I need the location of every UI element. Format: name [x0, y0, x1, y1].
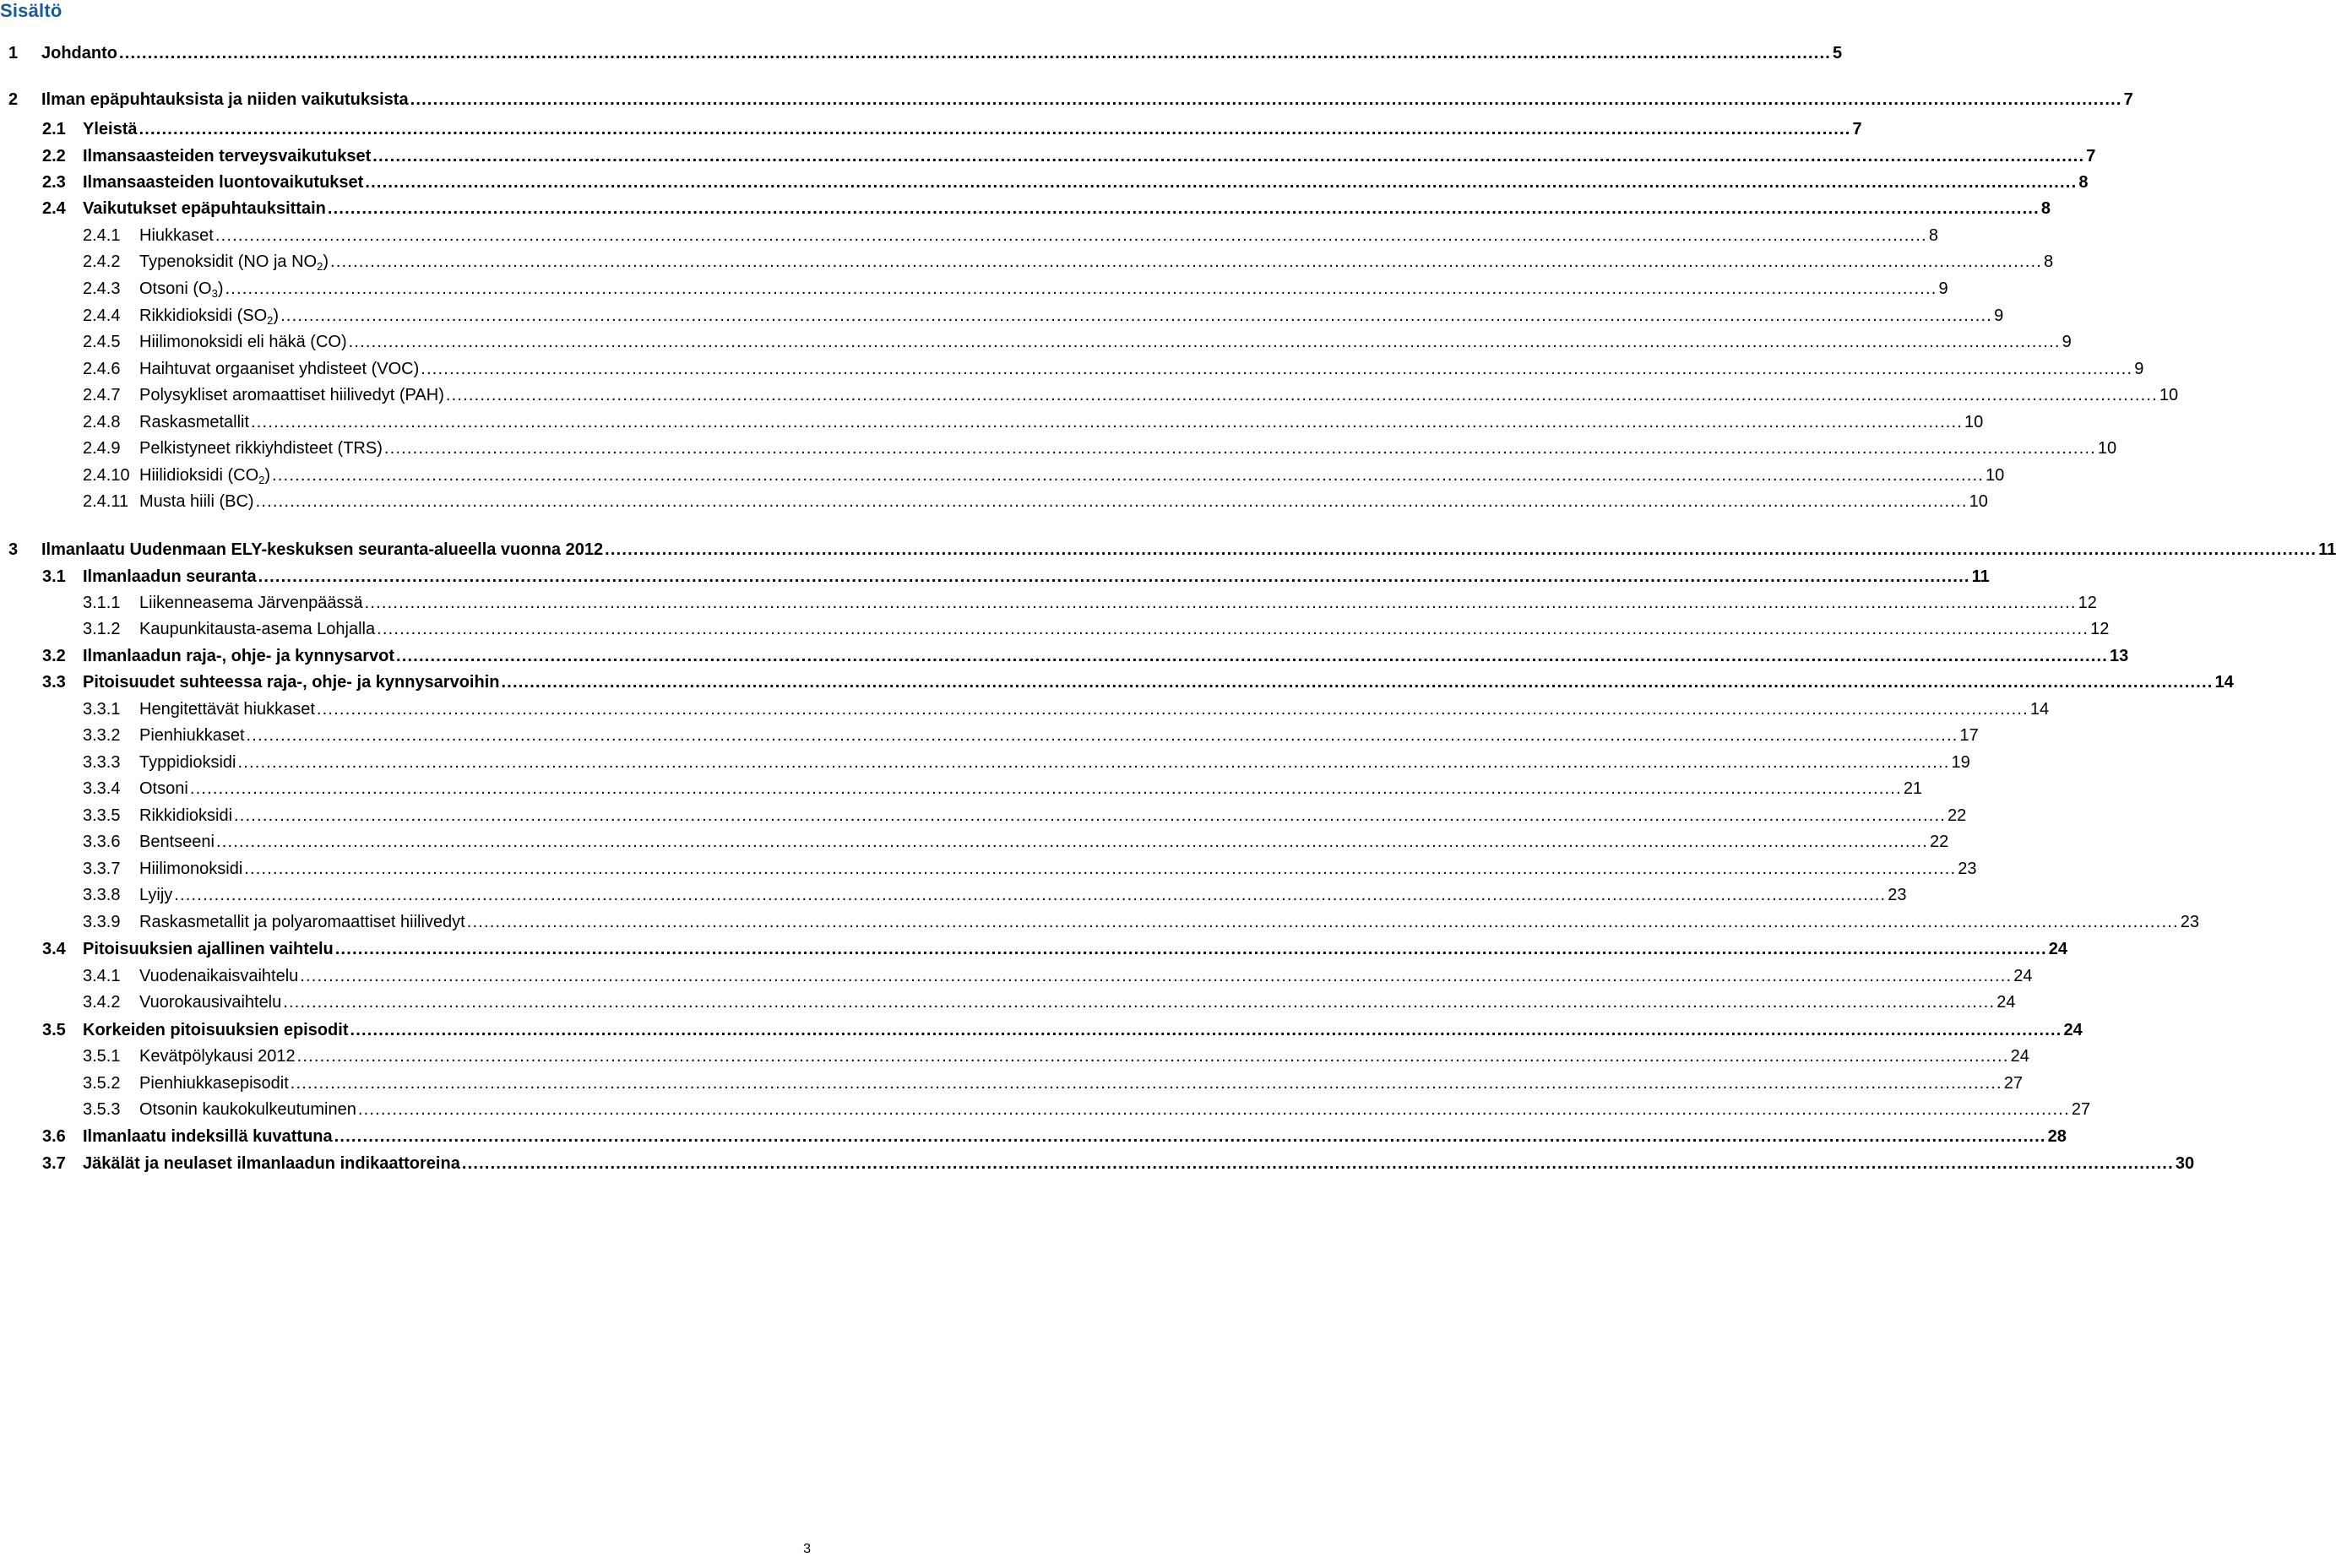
subscript: 2: [258, 474, 265, 486]
toc-entry-title: Yleistä: [83, 120, 138, 138]
dot-leader: ............................................................................................................................................................................................................................................................................................................: [296, 1047, 2009, 1066]
toc-entry-page: 13: [2110, 647, 2129, 665]
toc-entry-title: Ilmansaasteiden luontovaikutukset: [83, 173, 364, 192]
toc-entry-title: Kaupunkitausta-asema Lohjalla: [139, 620, 376, 638]
toc-entry[interactable]: [83, 880, 1907, 910]
toc-entry-number: 3.6: [42, 1127, 66, 1146]
toc-entry-number: 3.4.1: [83, 967, 121, 985]
toc-entry-page: 7: [2123, 90, 2133, 109]
toc-entry-number: 3.7: [42, 1154, 66, 1173]
toc-entry-page: 9: [2134, 360, 2144, 378]
dot-leader: ............................................................................................................................................................................................................................................................................................................: [215, 833, 1928, 851]
toc-entry-page: 9: [1938, 279, 1948, 298]
toc-entry-title: Pitoisuudet suhteessa raja-, ohje- ja kynnysarvoihin: [83, 673, 500, 692]
toc-entry-page: 22: [1948, 806, 1967, 825]
toc-entry-number: 3: [8, 540, 19, 559]
toc-entry[interactable]: [83, 987, 2016, 1017]
toc-entry-number: 2.4.7: [83, 386, 121, 404]
subscript: 2: [317, 260, 323, 273]
toc-entry-number: 3.4.2: [83, 993, 121, 1012]
toc-entry-page: 8: [1928, 226, 1938, 245]
toc-entry-title: Raskasmetallit: [139, 413, 250, 431]
toc-entry[interactable]: [83, 1041, 2029, 1072]
toc-entry[interactable]: [83, 274, 1948, 304]
toc-entry-title: Rikkidioksidi $(SO_2)$: [139, 307, 280, 327]
toc-entry[interactable]: [8, 534, 2336, 565]
toc-entry-number: 3.3: [42, 673, 66, 692]
toc-entry-page: 8: [2043, 252, 2054, 271]
toc-entry[interactable]: [42, 1148, 2195, 1179]
toc-entry-title: Musta hiili (BC): [139, 492, 254, 511]
toc-entry-number: 3.3.4: [83, 779, 121, 798]
toc-entry-title: Vuorokausivaihtelu: [139, 993, 282, 1012]
dot-leader: ............................................................................................................................................................................................................................................................................................................: [246, 726, 1958, 745]
toc-entry-title: Vuodenaikaisvaihtelu: [139, 967, 299, 985]
dot-leader: ............................................................................................................................................................................................................................................................................................................: [334, 1127, 2046, 1146]
toc-entry-number: 3.2: [42, 647, 66, 665]
toc-entry-number: 2.4.2: [83, 252, 121, 271]
dot-leader: ............................................................................................................................................................................................................................................................................................................: [334, 940, 2047, 958]
toc-entry-title: Pienhiukkasepisodit: [139, 1074, 289, 1093]
toc-entry-title: Hiilidioksidi $(CO_2)$: [139, 466, 271, 486]
dot-leader: ............................................................................................................................................................................................................................................................................................................: [258, 567, 1970, 586]
toc-entry-page: 14: [2214, 673, 2234, 692]
dot-leader: ............................................................................................................................................................................................................................................................................................................: [119, 44, 1831, 62]
toc-entry-title: Bentseeni: [139, 833, 215, 851]
dot-leader: ............................................................................................................................................................................................................................................................................................................: [350, 1021, 2062, 1039]
toc-entry-title: Hiukkaset: [139, 226, 214, 245]
dot-leader: ............................................................................................................................................................................................................................................................................................................: [372, 147, 2085, 165]
toc-entry-number: 3.3.5: [83, 806, 121, 825]
toc-entry-number: 2: [8, 90, 19, 109]
toc-entry-title: Rikkidioksidi: [139, 806, 233, 825]
toc-entry-title: Hiilimonoksidi: [139, 860, 243, 878]
toc-entry-number: 2.4: [42, 199, 66, 218]
toc-entry-title: Kevätpölykausi 2012: [139, 1047, 296, 1066]
toc-entry-title: Otsoni $(O_3)$: [139, 279, 224, 300]
toc-entry-page: 30: [2175, 1154, 2195, 1173]
dot-leader: ............................................................................................................................................................................................................................................................................................................: [421, 360, 2133, 378]
toc-entry-number: 2.4.5: [83, 333, 121, 351]
toc-entry-title: Pitoisuuksien ajallinen vaihtelu: [83, 940, 334, 958]
dot-leader: ............................................................................................................................................................................................................................................................................................................: [215, 226, 1927, 245]
toc-entry-page: 10: [1986, 466, 2005, 485]
toc-entry-title: Raskasmetallit ja polyaromaattiset hiilivedyt: [139, 913, 465, 931]
toc-entry-page: 10: [2097, 439, 2117, 458]
toc-entry-title: Otsonin kaukokulkeutuminen: [139, 1100, 356, 1119]
toc-entry-page: 24: [1996, 993, 2016, 1012]
dot-leader: ............................................................................................................................................................................................................................................................................................................: [364, 594, 2077, 612]
dot-leader: ............................................................................................................................................................................................................................................................................................................: [237, 753, 1950, 772]
toc-entry[interactable]: [83, 827, 1949, 857]
toc-entry-number: 2.4.4: [83, 307, 121, 325]
toc-entry-number: 3.1.2: [83, 620, 121, 638]
toc-entry-page: 10: [1969, 492, 1988, 511]
toc-entry-number: 2.4.1: [83, 226, 121, 245]
toc-entry[interactable]: [83, 1094, 2091, 1125]
toc-entry-page: 27: [2071, 1100, 2091, 1119]
toc-entry-title: Ilmanlaatu Uudenmaan ELY-keskuksen seuranta-alueella vuonna 2012: [41, 540, 604, 559]
toc-entry-title: Ilmansaasteiden terveysvaikutukset: [83, 147, 372, 165]
toc-entry-page: 22: [1929, 833, 1949, 851]
toc-entry-number: 2.3: [42, 173, 66, 192]
toc-entry-number: 3.1.1: [83, 594, 121, 612]
toc-entry-page: 7: [2086, 147, 2096, 165]
toc-entry[interactable]: [42, 1121, 2067, 1152]
toc-entry-number: 3.4: [42, 940, 66, 958]
dot-leader: ............................................................................................................................................................................................................................................................................................................: [445, 386, 2158, 404]
toc-entry-title: Ilman epäpuhtauksista ja niiden vaikutuksista: [41, 90, 409, 109]
dot-leader: ............................................................................................................................................................................................................................................................................................................: [501, 673, 2214, 692]
toc-entry-page: 11: [1971, 567, 1990, 586]
dot-leader: ............................................................................................................................................................................................................................................................................................................: [290, 1074, 2002, 1093]
dot-leader: ............................................................................................................................................................................................................................................................................................................: [396, 647, 2109, 665]
toc-entry-title: Liikenneasema Järvenpäässä: [139, 594, 363, 612]
toc-entry-page: 23: [1888, 886, 1907, 904]
toc-entry-number: 2.4.11: [83, 492, 129, 511]
toc-entry[interactable]: [8, 38, 1843, 68]
dot-leader: ............................................................................................................................................................................................................................................................................................................: [244, 860, 1957, 878]
toc-entry[interactable]: [83, 247, 2054, 277]
toc-entry-page: 5: [1833, 44, 1843, 62]
toc-entry-number: 2.4.6: [83, 360, 121, 378]
dot-leader: ............................................................................................................................................................................................................................................................................................................: [365, 173, 2078, 192]
toc-entry-page: 28: [2047, 1127, 2067, 1146]
dot-leader: ............................................................................................................................................................................................................................................................................................................: [357, 1100, 2070, 1119]
toc-entry-number: 2.4.10: [83, 466, 130, 485]
toc-entry-page: 9: [2062, 333, 2072, 351]
dot-leader: ............................................................................................................................................................................................................................................................................................................: [348, 333, 2061, 351]
toc-entry-page: 19: [1951, 753, 1970, 772]
toc-entry-number: 3.5: [42, 1021, 66, 1039]
dot-leader: ............................................................................................................................................................................................................................................................................................................: [280, 307, 1993, 325]
toc-entry[interactable]: [42, 667, 2234, 697]
page-title: Sisältö: [0, 0, 62, 21]
toc-entry-page: 12: [2090, 620, 2110, 638]
toc-entry-page: 27: [2003, 1074, 2024, 1093]
toc-entry-number: 3.3.6: [83, 833, 121, 851]
subscript: 2: [267, 314, 274, 327]
toc-entry-page: 7: [1852, 120, 1862, 138]
toc-entry-title: Typpidioksidi: [139, 753, 236, 772]
toc-entry[interactable]: [83, 614, 2110, 644]
toc-entry-title: Johdanto: [41, 44, 117, 62]
dot-leader: ............................................................................................................................................................................................................................................................................................................: [234, 806, 1947, 825]
toc-entry-title: Vaikutukset epäpuhtauksittain: [83, 199, 326, 218]
dot-leader: ............................................................................................................................................................................................................................................................................................................: [329, 252, 2042, 271]
dot-leader: ............................................................................................................................................................................................................................................................................................................: [225, 279, 1937, 298]
toc-entry-title: Korkeiden pitoisuuksien episodit: [83, 1021, 349, 1039]
toc-entry-number: 3.3.3: [83, 753, 121, 772]
toc-entry-number: 3.5.1: [83, 1047, 121, 1066]
toc-entry-page: 24: [2013, 967, 2033, 985]
dot-leader: ............................................................................................................................................................................................................................................................................................................: [139, 120, 1851, 138]
toc-entry-title: Pienhiukkaset: [139, 726, 245, 745]
toc-entry-page: 8: [2040, 199, 2051, 218]
toc-entry-page: 11: [2318, 540, 2336, 559]
toc-entry-page: 14: [2029, 700, 2050, 719]
toc-entry-title: Pelkistyneet rikkiyhdisteet (TRS): [139, 439, 383, 458]
subscript: 3: [211, 287, 218, 300]
toc-entry[interactable]: [42, 193, 2051, 224]
toc-entry-page: 17: [1959, 726, 1979, 745]
toc-entry-number: 3.3.9: [83, 913, 121, 931]
toc-entry[interactable]: [83, 433, 2117, 464]
toc-entry[interactable]: [83, 327, 2072, 357]
toc-entry-title: Polysykliset aromaattiset hiilivedyt (PAH): [139, 386, 444, 404]
toc-entry-number: 1: [8, 44, 19, 62]
toc-entry-page: 9: [1994, 307, 2004, 325]
dot-leader: ............................................................................................................................................................................................................................................................................................................: [377, 620, 2089, 638]
toc-entry[interactable]: [42, 114, 1862, 144]
dot-leader: ............................................................................................................................................................................................................................................................................................................: [605, 540, 2317, 559]
dot-leader: ............................................................................................................................................................................................................................................................................................................: [255, 492, 1968, 511]
toc-entry-page: 23: [1958, 860, 1977, 878]
toc-entry-title: Ilmanlaatu indeksillä kuvattuna: [83, 1127, 333, 1146]
toc-entry-title: Hengitettävät hiukkaset: [139, 700, 315, 719]
toc-entry[interactable]: [83, 907, 2199, 937]
toc-entry-page: 8: [2078, 173, 2089, 192]
toc-entry-page: 24: [2010, 1047, 2029, 1066]
dot-leader: ............................................................................................................................................................................................................................................................................................................: [461, 1154, 2174, 1173]
toc-entry-number: 2.4.3: [83, 279, 121, 298]
dot-leader: ............................................................................................................................................................................................................................................................................................................: [251, 413, 1964, 431]
toc-entry-number: 2.2: [42, 147, 66, 165]
toc-entry-title: Ilmanlaadun seuranta: [83, 567, 257, 586]
toc-entry-page: 21: [1903, 779, 1923, 798]
toc-entry[interactable]: [83, 773, 1923, 804]
toc-entry-number: 2.4.8: [83, 413, 121, 431]
toc-entry-page: 24: [2063, 1021, 2083, 1039]
toc-entry-title: Typenoksidit (NO ja $NO_2$): [139, 252, 329, 273]
toc-entry-number: 3.5.2: [83, 1074, 121, 1093]
page-number: 3: [803, 1542, 811, 1556]
dot-leader: ............................................................................................................................................................................................................................................................................................................: [189, 779, 1902, 798]
dot-leader: ............................................................................................................................................................................................................................................................................................................: [300, 967, 2013, 985]
toc-entry-number: 2.1: [42, 120, 66, 138]
toc-entry-number: 3.5.3: [83, 1100, 121, 1119]
dot-leader: ............................................................................................................................................................................................................................................................................................................: [283, 993, 1996, 1012]
toc-entry[interactable]: [8, 84, 2133, 115]
toc-entry-title: Hiilimonoksidi eli häkä (CO): [139, 333, 347, 351]
dot-leader: ............................................................................................................................................................................................................................................................................................................: [272, 466, 1985, 485]
toc-entry-title: Ilmanlaadun raja-, ohje- ja kynnysarvot: [83, 647, 395, 665]
toc-entry-title: Jäkälät ja neulaset ilmanlaadun indikaattoreina: [83, 1154, 460, 1173]
toc-entry-page: 10: [2159, 386, 2179, 404]
dot-leader: ............................................................................................................................................................................................................................................................................................................: [316, 700, 2029, 719]
toc-entry[interactable]: [83, 380, 2179, 410]
toc-entry[interactable]: [83, 486, 1988, 517]
toc-entry-number: 2.4.9: [83, 439, 121, 458]
toc-entry-page: 24: [2048, 940, 2067, 958]
toc-entry-number: 3.3.1: [83, 700, 121, 719]
toc-entry-page: 12: [2078, 594, 2097, 612]
toc-entry-number: 3.3.7: [83, 860, 121, 878]
toc-entry-number: 3.3.2: [83, 726, 121, 745]
toc-entry-title: Haihtuvat orgaaniset yhdisteet (VOC): [139, 360, 420, 378]
toc-entry-number: 3.3.8: [83, 886, 121, 904]
dot-leader: ............................................................................................................................................................................................................................................................................................................: [410, 90, 2122, 109]
toc-entry-page: 10: [1964, 413, 1984, 431]
toc-entry[interactable]: [42, 934, 2067, 964]
dot-leader: ............................................................................................................................................................................................................................................................................................................: [383, 439, 2096, 458]
toc-entry-number: 3.1: [42, 567, 66, 586]
toc-entry-title: Otsoni: [139, 779, 188, 798]
dot-leader: ............................................................................................................................................................................................................................................................................................................: [327, 199, 2040, 218]
toc-entry-page: 23: [2180, 913, 2199, 931]
dot-leader: ............................................................................................................................................................................................................................................................................................................: [466, 913, 2179, 931]
dot-leader: ............................................................................................................................................................................................................................................................................................................: [174, 886, 1887, 904]
toc-entry[interactable]: [83, 720, 1979, 751]
toc-entry-title: Lyijy: [139, 886, 173, 904]
